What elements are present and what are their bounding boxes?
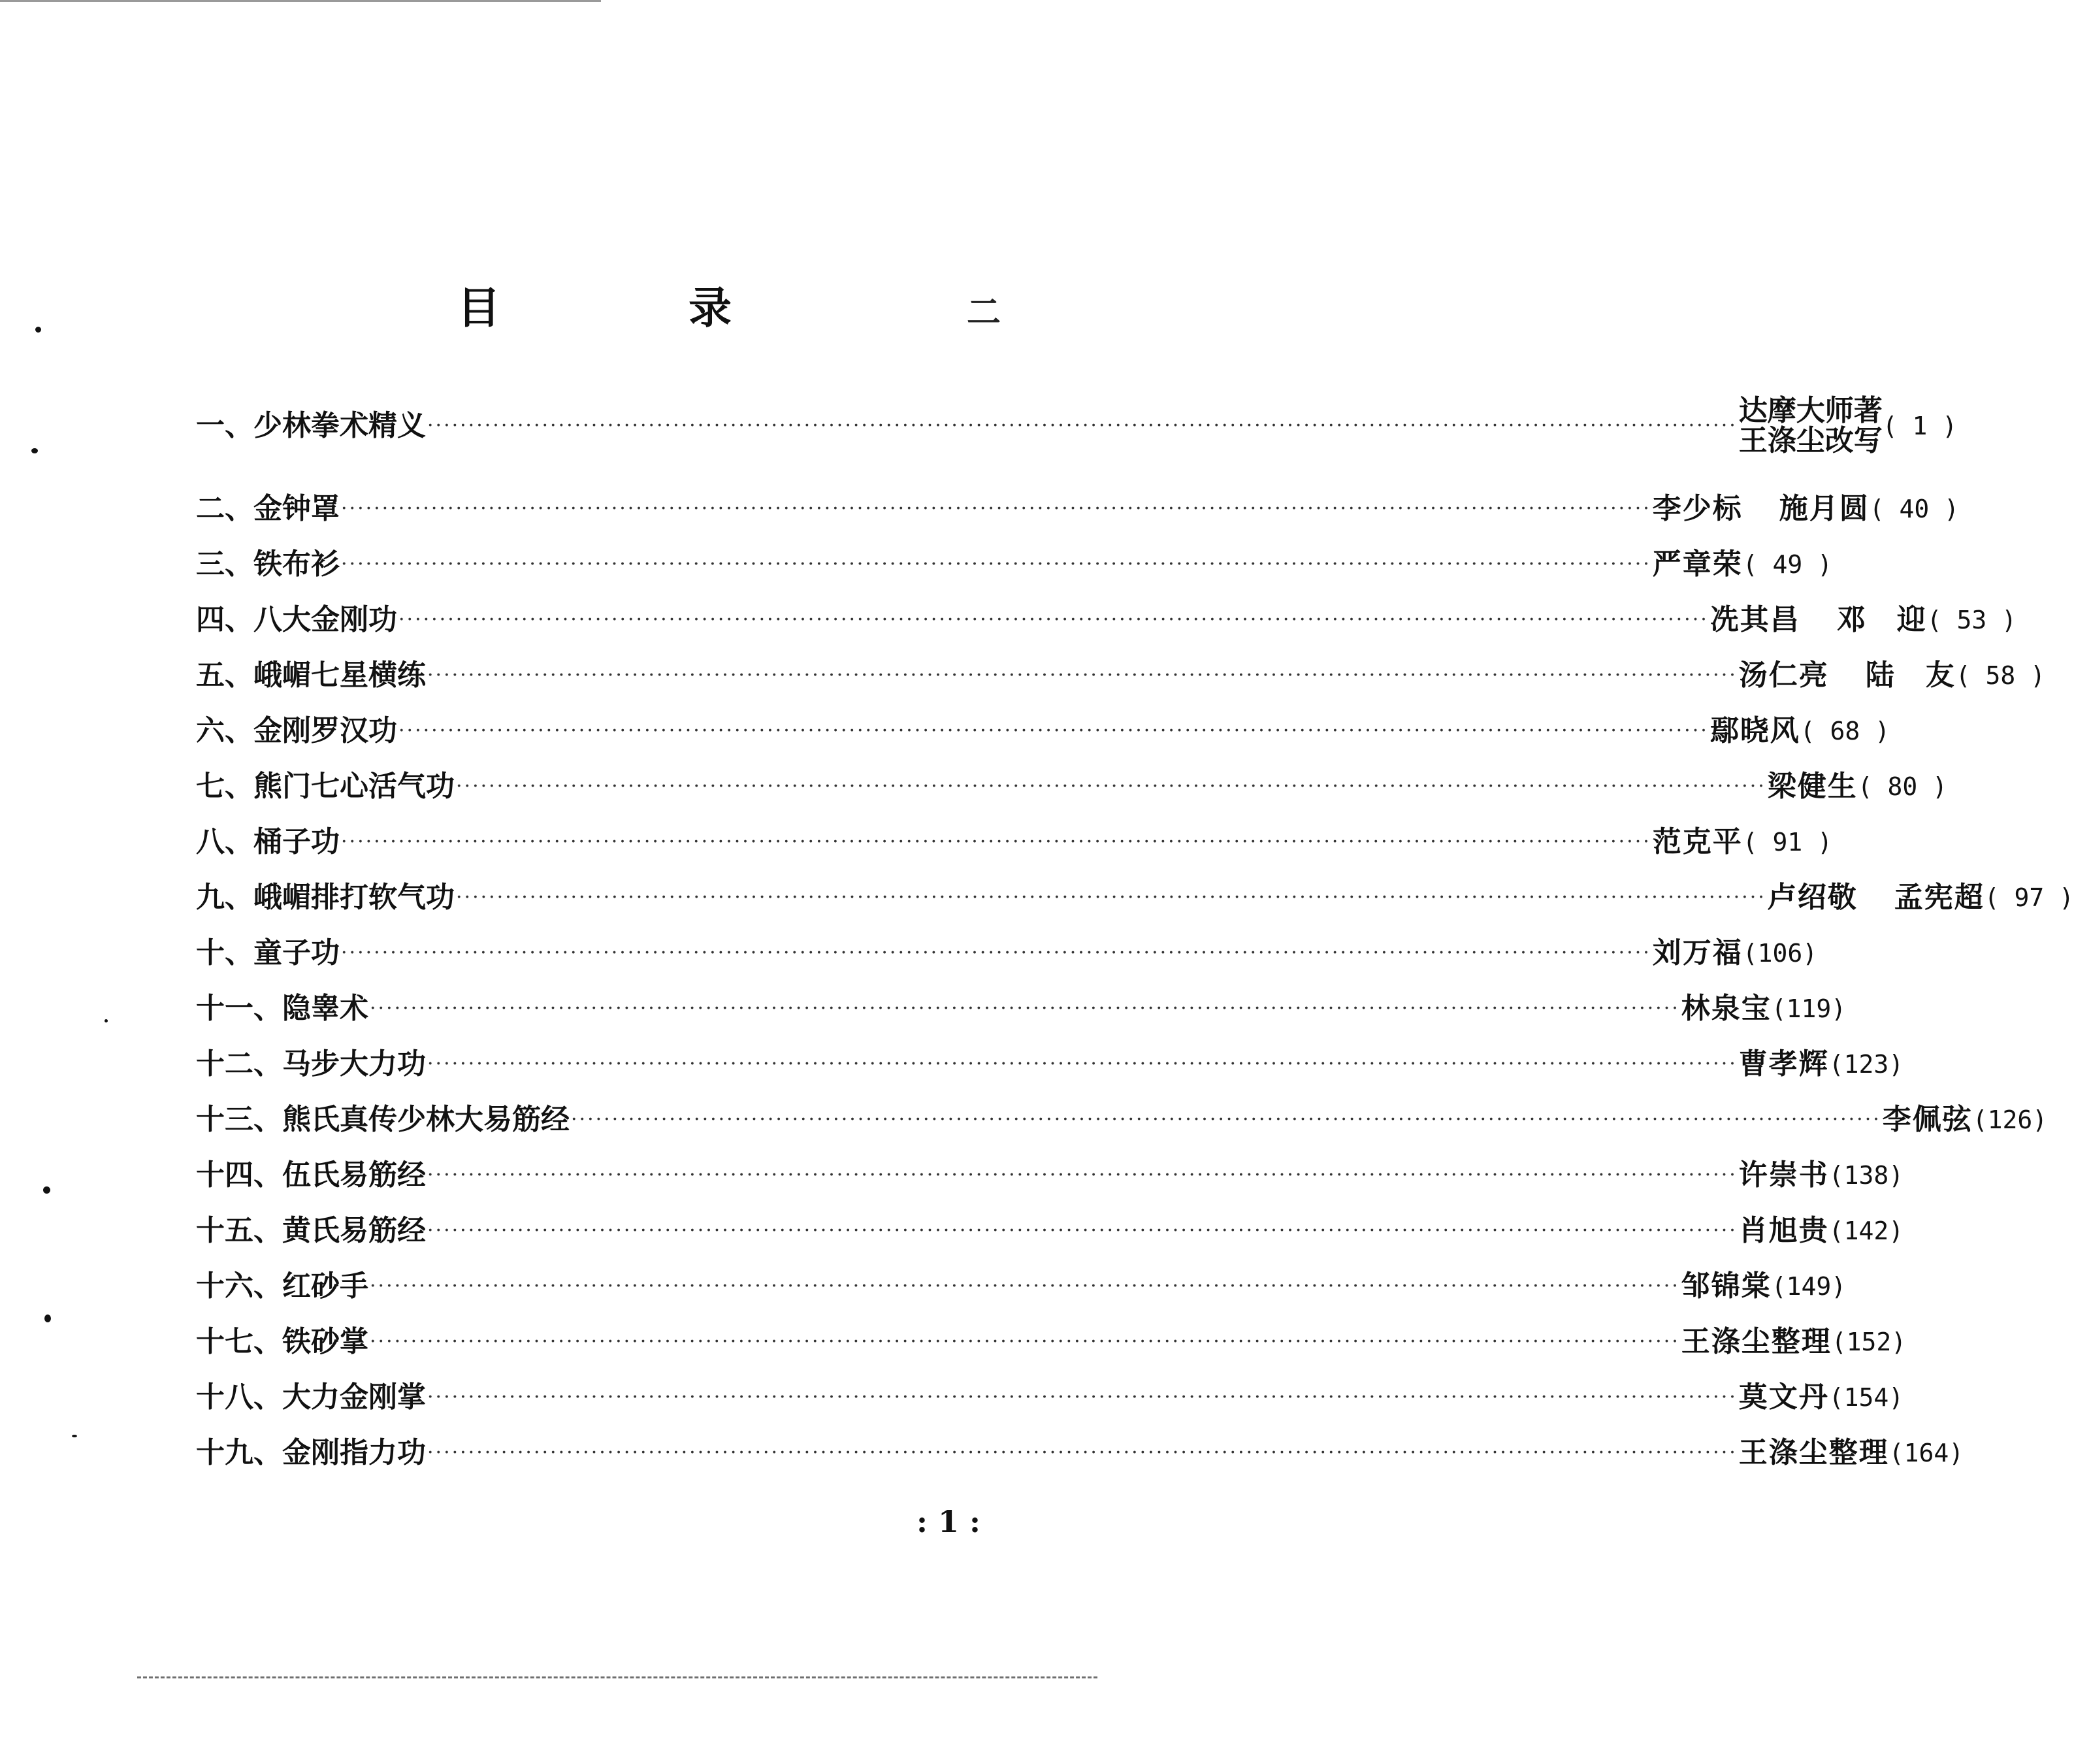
toc-entry-number: 九、 [196, 880, 253, 914]
toc-entry-authors [1681, 1269, 1772, 1303]
toc-entry[interactable] [196, 1314, 1907, 1369]
toc-entry-number: 五、 [196, 658, 253, 692]
toc-entry-page: (142) [1828, 1216, 1904, 1245]
toc-entry-author: 邓 迎 [1836, 602, 1927, 636]
toc-entry[interactable] [196, 536, 1833, 592]
toc-leader-dots: ································································································································································ [571, 1107, 1881, 1131]
scan-speck [43, 1186, 50, 1194]
toc-entry-authors [1652, 547, 1743, 581]
toc-leader-dots: ································································································································································ [427, 663, 1738, 687]
toc-entry-title: 隐睾术 [282, 991, 368, 1025]
toc-entry[interactable] [196, 1203, 1904, 1258]
toc-leader-dots: ································································································································································ [427, 414, 1738, 437]
scan-speck [105, 1019, 108, 1022]
toc-entry-number: 十一、 [196, 991, 282, 1025]
toc-leader-dots: ································································································································································ [427, 1218, 1738, 1242]
toc-entry-author: 鄢晓风 [1709, 713, 1800, 747]
toc-leader-dots: ································································································································································ [398, 608, 1709, 631]
toc-entry-number: 十九、 [196, 1435, 282, 1469]
toc-entry-number: 十八、 [196, 1380, 282, 1414]
toc-leader-dots: ································································································································································ [341, 552, 1651, 576]
toc-entry-title: 少林拳术精义 [253, 409, 426, 442]
toc-entry-page: (138) [1828, 1160, 1904, 1190]
toc-entry-author: 施月圆 [1779, 491, 1870, 525]
toc-entry-authors [1767, 769, 1858, 803]
corner-mark: 二 [967, 293, 1001, 333]
toc-entry-title: 金刚罗汉功 [253, 713, 397, 747]
toc-leader-dots: ································································································································································ [427, 1163, 1738, 1186]
toc-leader-dots: ································································································································································ [456, 885, 1766, 909]
toc-entry-author: 汤仁亮 [1738, 658, 1829, 692]
toc-entry-page: (126) [1972, 1105, 2048, 1134]
scan-speck [35, 327, 41, 333]
toc-leader-dots: ································································································································································ [427, 1052, 1738, 1075]
page-number: :1: [916, 1504, 991, 1539]
toc-leader-dots: ································································································································································ [398, 719, 1709, 742]
toc-entry-author: 许崇书 [1738, 1158, 1829, 1192]
toc-entry[interactable] [196, 647, 2046, 703]
toc-entry-page: (106) [1742, 938, 1818, 968]
toc-entry-title: 大力金刚掌 [282, 1380, 426, 1414]
scan-speck [31, 448, 38, 453]
toc-entry-author: 王涤尘改写 [1738, 424, 1883, 457]
toc-entry-title: 桶子功 [253, 825, 340, 858]
scan-edge-top [0, 0, 601, 2]
toc-heading-char-2: 录 [689, 282, 732, 333]
toc-leader-dots: ································································································································································ [341, 941, 1651, 964]
toc-entry[interactable] [196, 925, 1818, 981]
toc-entry[interactable] [196, 981, 1847, 1036]
toc-entry-page: (149) [1771, 1271, 1847, 1301]
toc-entry-author: 肖旭贵 [1738, 1213, 1829, 1247]
toc-entry-page: ( 91 ) [1742, 827, 1833, 857]
toc-entry-title: 红砂手 [282, 1269, 368, 1303]
scan-speck [72, 1435, 77, 1437]
toc-entry-author: 王涤尘整理 [1681, 1324, 1832, 1358]
toc-entry-page: ( 49 ) [1742, 549, 1833, 579]
toc-entry-authors [1738, 1158, 1829, 1192]
toc-entry-number: 十三、 [196, 1102, 282, 1136]
toc-entry-page: (164) [1888, 1438, 1964, 1467]
toc-entry[interactable] [196, 481, 1960, 536]
toc-entry-author: 严章荣 [1652, 547, 1743, 581]
toc-entry-authors [1738, 658, 1956, 692]
toc-entry-authors [1882, 1102, 1973, 1136]
toc-entry[interactable] [196, 592, 2017, 647]
toc-heading-char-1: 目 [457, 282, 500, 333]
toc-entry-page: ( 80 ) [1857, 772, 1948, 801]
toc-entry-page: ( 53 ) [1926, 605, 2017, 634]
toc-entry-page: ( 40 ) [1869, 494, 1960, 523]
toc-entry-authors [1681, 991, 1772, 1025]
toc-leader-dots: ································································································································································ [341, 830, 1651, 853]
toc-entry-page: ( 97 ) [1984, 883, 2074, 912]
toc-entry[interactable] [196, 870, 2074, 925]
toc-entry-title: 八大金刚功 [253, 602, 397, 636]
toc-entry-title: 峨嵋排打软气功 [253, 880, 455, 914]
toc-entry-author: 李佩弦 [1882, 1102, 1973, 1136]
toc-entry-page: (154) [1828, 1382, 1904, 1412]
toc-entry-author: 刘万福 [1652, 936, 1743, 970]
toc-entry-number: 十五、 [196, 1213, 282, 1247]
toc-entry-number: 七、 [196, 769, 253, 803]
toc-entry-number: 二、 [196, 491, 253, 525]
toc-entry-page: (152) [1831, 1327, 1907, 1356]
toc-entry-authors [1652, 825, 1743, 858]
toc-entry-number: 十六、 [196, 1269, 282, 1303]
toc-entry-authors [1709, 713, 1800, 747]
toc-entry-authors [1738, 1213, 1829, 1247]
toc-entry-number: 十二、 [196, 1047, 282, 1081]
toc-entry-author: 李少标 [1652, 491, 1743, 525]
toc-entry-author: 卢绍敬 [1767, 880, 1858, 914]
toc-entry-title: 铁砂掌 [282, 1324, 368, 1358]
toc-entry[interactable] [196, 1425, 1964, 1480]
scan-edge-bottom [137, 1676, 1097, 1678]
toc-leader-dots: ································································································································································ [370, 1274, 1680, 1298]
toc-entry-title: 熊门七心活气功 [253, 769, 455, 803]
toc-entry-title: 铁布衫 [253, 547, 340, 581]
toc-entry-authors [1738, 1435, 1889, 1469]
toc-entry-number: 八、 [196, 825, 253, 858]
toc-leader-dots: ································································································································································ [427, 1385, 1738, 1409]
toc-entry-title: 黄氏易筋经 [282, 1213, 426, 1247]
toc-entry-page: (119) [1771, 994, 1847, 1023]
toc-leader-dots: ································································································································································ [370, 996, 1680, 1020]
toc-entry-author: 林泉宝 [1681, 991, 1772, 1025]
toc-entry[interactable] [196, 814, 1833, 870]
toc-entry-author: 梁健生 [1767, 769, 1858, 803]
toc-entry-title: 金钟罩 [253, 491, 340, 525]
toc-entry-authors [1767, 880, 1985, 914]
page-number-value: 1 [937, 1504, 969, 1539]
toc-leader-dots: ································································································································································ [427, 1441, 1738, 1464]
toc-entry-author: 孟宪超 [1894, 880, 1985, 914]
toc-entry-title: 童子功 [253, 936, 340, 970]
toc-entry[interactable] [196, 1369, 1904, 1425]
toc-entry-authors [1652, 936, 1743, 970]
toc-entry[interactable] [196, 1258, 1847, 1314]
toc-entry[interactable] [196, 384, 1958, 468]
toc-leader-dots: ································································································································································ [456, 774, 1766, 798]
toc-entry-number: 十四、 [196, 1158, 282, 1192]
toc-entry-number: 十七、 [196, 1324, 282, 1358]
toc-entry[interactable] [196, 703, 1890, 759]
toc-heading [457, 273, 732, 335]
toc-entry-authors [1738, 1047, 1829, 1081]
toc-entry-author: 邹锦棠 [1681, 1269, 1772, 1303]
toc-entry-page: ( 68 ) [1800, 716, 1890, 745]
toc-entry-author: 莫文丹 [1738, 1380, 1829, 1414]
toc-entry-author: 王涤尘整理 [1738, 1435, 1889, 1469]
toc-entry-number: 四、 [196, 602, 253, 636]
toc-entry-title: 金刚指力功 [282, 1435, 426, 1469]
toc-entry-author: 陆 友 [1865, 658, 1956, 692]
toc-entry-authors [1738, 394, 1883, 457]
table-of-contents [196, 384, 2074, 1480]
toc-entry-number: 六、 [196, 713, 253, 747]
toc-leader-dots: ································································································································································ [341, 497, 1651, 520]
toc-entry-authors [1738, 1380, 1829, 1414]
toc-entry-title: 峨嵋七星横练 [253, 658, 426, 692]
toc-entry-authors [1709, 602, 1927, 636]
toc-entry-authors [1652, 491, 1870, 525]
toc-entry-page: ( 1 ) [1882, 412, 1958, 440]
toc-entry-page: ( 58 ) [1955, 661, 2046, 690]
toc-entry-authors [1681, 1324, 1832, 1358]
scan-speck [44, 1315, 51, 1322]
toc-entry[interactable] [196, 1092, 2048, 1147]
toc-entry-title: 熊氏真传少林大易筋经 [282, 1102, 570, 1136]
toc-entry-number: 一、 [196, 409, 253, 442]
toc-entry-title: 伍氏易筋经 [282, 1158, 426, 1192]
toc-entry-title: 马步大力功 [282, 1047, 426, 1081]
toc-entry[interactable] [196, 1147, 1904, 1203]
toc-entry-author: 冼其昌 [1709, 602, 1800, 636]
toc-entry-author: 曹孝辉 [1738, 1047, 1829, 1081]
toc-entry[interactable] [196, 759, 1948, 814]
toc-entry-author: 范克平 [1652, 825, 1743, 858]
toc-entry-number: 三、 [196, 547, 253, 581]
toc-entry-page: (123) [1828, 1049, 1904, 1079]
toc-leader-dots: ································································································································································ [370, 1330, 1680, 1353]
toc-entry-number: 十、 [196, 936, 253, 970]
toc-entry[interactable] [196, 1036, 1904, 1092]
toc-entry-author: 达摩大师著 [1738, 394, 1883, 427]
